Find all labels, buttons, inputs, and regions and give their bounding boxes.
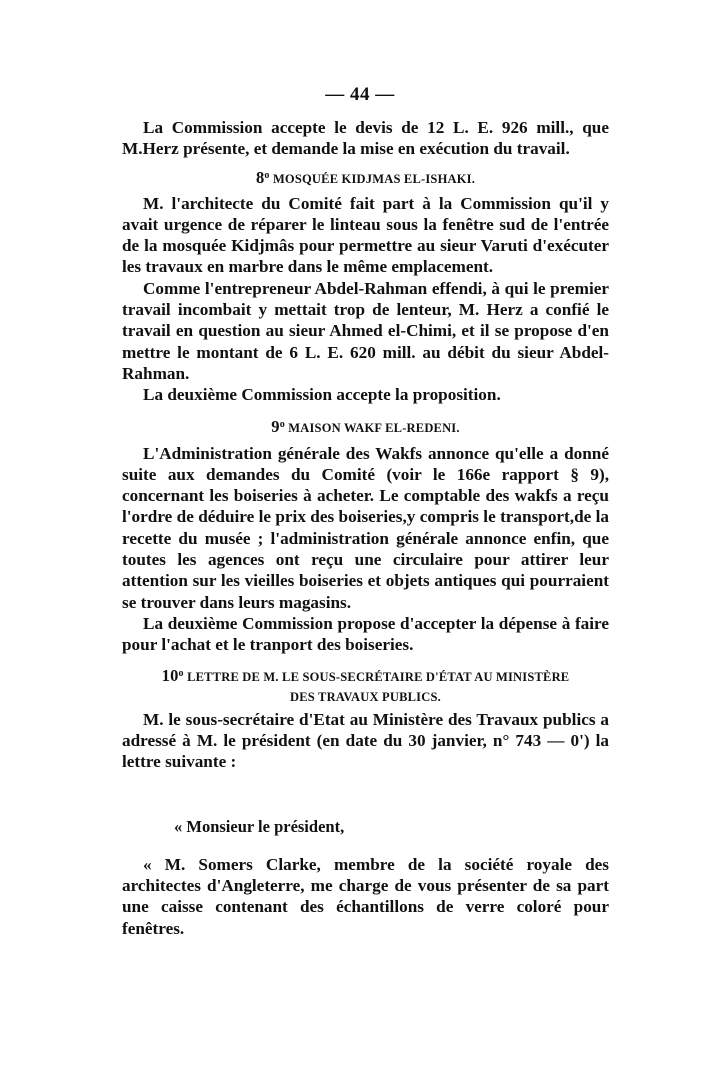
section-title: MOSQUÉE KIDJMAS EL-ISHAKI. <box>272 171 476 186</box>
section-number-suffix: o <box>178 667 184 679</box>
section-heading <box>122 416 609 439</box>
blank-spacer <box>122 838 609 854</box>
paragraph: M. le sous-secrétaire d'Etat au Ministère des Travaux publics a adressé à M. le président (en date du 30 janvier, n° 743 — 0') la lettre suivante : <box>122 709 609 772</box>
page-number: — 44 — <box>325 84 395 105</box>
paragraph: L'Administration générale des Wakfs annonce qu'elle a donné suite aux demandes du Comité (voir le 166e rapport § 9), concernant les boiseries à acheter. Le comptable des wakfs a reçu l'ordre de déduire le prix des boiseries,y compris le transport,de la recette du musée ; l'administration générale annonce enfin, que toutes les agences ont reçu une circulaire pour attirer leur attention sur les vieilles boiseries et objets antiques qui pourraient se trouver dans leurs magasins. <box>122 443 609 612</box>
section-number: 10 <box>161 665 179 685</box>
section-number-suffix: o <box>279 418 285 430</box>
paragraph: « M. Somers Clarke, membre de la société royale des architectes d'Angleterre, me charge de vous présenter de sa part une caisse contenant des échantillons de verre coloré pour fenêtres. <box>122 854 609 938</box>
letter-salutation: « Monsieur le président, <box>174 817 345 837</box>
section-title: MAISON WAKF EL-REDENI. <box>288 420 460 435</box>
blank-spacer <box>122 772 609 816</box>
paragraph: La Commission accepte le devis de 12 L. E. 926 mill., que M.Herz présente, et demande la mise en exécution du travail. <box>122 118 609 159</box>
section-heading <box>122 666 609 707</box>
section-title: LETTRE DE M. LE SOUS-SECRÉTAIRE D'ÉTAT AU MINISTÈRE DES TRAVAUX PUBLICS. <box>187 669 570 704</box>
section-number: 9 <box>271 416 280 436</box>
body-text <box>122 117 609 939</box>
paragraph: Comme l'entrepreneur Abdel-Rahman effendi, à qui le premier travail incombait y mettait trop de lenteur, M. Herz a confié le travail en question au sieur Ahmed el-Chimi, et il se propose d'en mettre le montant de 6 L. E. 620 mill. au débit du sieur Abdel-Rahman. <box>122 278 609 383</box>
section-heading <box>122 167 609 190</box>
section-number: 8 <box>255 167 265 187</box>
paragraph: La deuxième Commission accepte la proposition. <box>143 385 501 405</box>
paragraph: La deuxième Commission propose d'accepter la dépense à faire pour l'achat et le tranport des boiseries. <box>122 613 609 655</box>
section-number-suffix: o <box>264 169 270 181</box>
paragraph: M. l'architecte du Comité fait part à la Commission qu'il y avait urgence de réparer le linteau sous la fenêtre sud de l'entrée de la mosquée Kidjmâs pour permettre au sieur Varuti d'exécuter les travaux en marbre dans le même emplacement. <box>122 193 609 277</box>
